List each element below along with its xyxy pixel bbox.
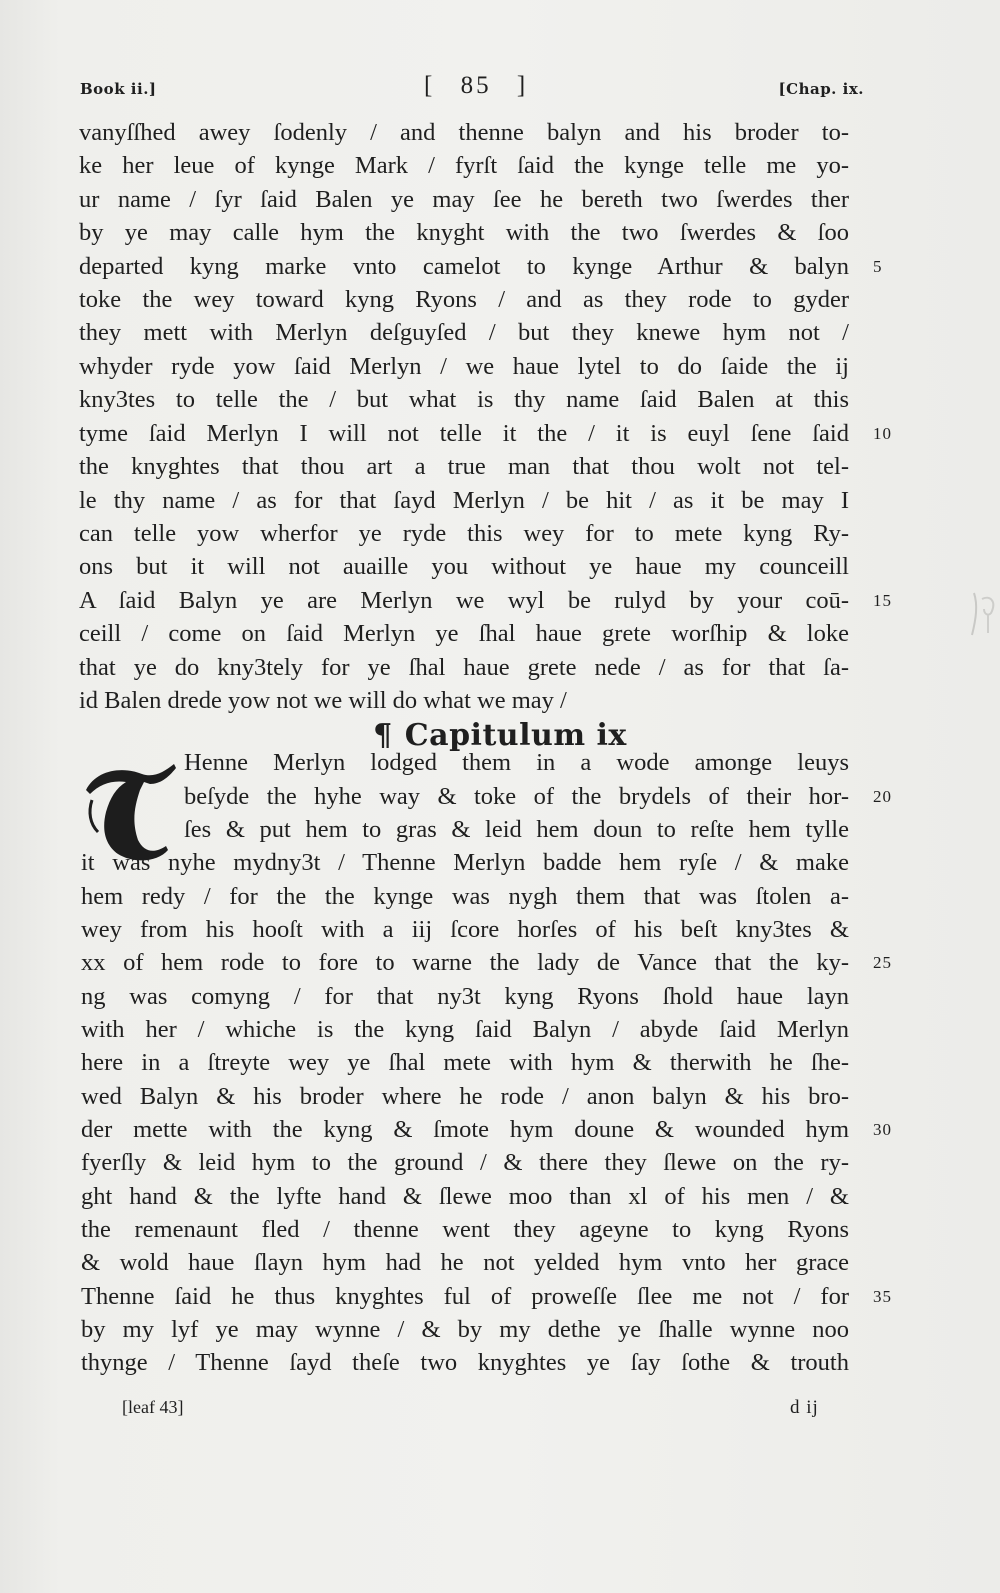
text-line: wed Balyn & his broder where he rode / anon balyn & his bro- — [81, 1083, 849, 1110]
text-line: kny3tes to telle the / but what is thy name ſaid Balen at this — [79, 386, 849, 413]
text-line: Henne Merlyn lodged them in a wode amonge leuys — [184, 749, 849, 776]
leaf-reference: [leaf 43] — [122, 1397, 184, 1417]
page-number: [ 85 ] — [424, 72, 529, 99]
text-line: beſyde the hyhe way & toke of the brydels of their hor- — [184, 783, 849, 810]
text-line: id Balen drede yow not we will do what we may / — [79, 687, 567, 714]
text-line: le thy name / as for that ſayd Merlyn / be hit / as it be may I — [79, 487, 849, 514]
text-line: whyder ryde yow ſaid Merlyn / we haue lytel to do ſaide the ij — [79, 353, 849, 380]
line-number: 35 — [873, 1287, 892, 1306]
text-line: the knyghtes that thou art a true man that thou wolt not tel- — [79, 453, 849, 480]
text-line: with her / whiche is the kyng ſaid Balyn / abyde ſaid Merlyn — [81, 1016, 849, 1043]
text-line: vanyſſhed awey ſodenly / and thenne balyn and his broder to- — [79, 119, 849, 146]
margin-pencil-mark-icon — [968, 585, 1000, 645]
line-number: 10 — [873, 424, 892, 443]
text-line: Thenne ſaid he thus knyghtes ful of proweſſe ſlee me not / for — [81, 1283, 849, 1310]
line-number: 5 — [873, 257, 883, 276]
text-line: they mett with Merlyn deſguyſed / but they knewe hym not / — [79, 319, 849, 346]
text-line: ons but it will not auaille you without ye haue my counceill — [79, 553, 849, 580]
text-line: tyme ſaid Merlyn I will not telle it the / it is euyl ſene ſaid — [79, 420, 849, 447]
text-line: ng was comyng / for that ny3t kyng Ryons ſhold haue layn — [81, 983, 849, 1010]
text-line: departed kyng marke vnto camelot to kynge Arthur & balyn — [79, 253, 849, 280]
line-number: 20 — [873, 787, 892, 806]
text-line: ght hand & the lyfte hand & ſlewe moo than xl of his men / & — [81, 1183, 849, 1210]
header-chapter-number: [Chap. ix. — [778, 80, 864, 98]
text-line: hem redy / for the the kynge was nygh them that was ſtolen a- — [81, 883, 849, 910]
chapter-heading-text: Capitulum ix — [404, 718, 627, 753]
text-line: here in a ſtreyte wey ye ſhal mete with hym & therwith he ſhe- — [81, 1049, 849, 1076]
text-line: ceill / come on ſaid Merlyn ye ſhal haue grete worſhip & loke — [79, 620, 849, 647]
text-line: ke her leue of kynge Mark / fyrſt ſaid the kynge telle me yo- — [79, 152, 849, 179]
line-number: 15 — [873, 591, 892, 610]
running-header — [80, 72, 864, 108]
text-line: thynge / Thenne ſayd theſe two knyghtes ye ſay ſothe & trouth — [81, 1349, 849, 1376]
pilcrow-mark: ¶ — [373, 718, 393, 753]
text-line: ſes & put hem to gras & leid hem doun to reſte hem tylle — [184, 816, 849, 843]
text-line: fyerſly & leid hym to the ground / & there they ſlewe on the ry- — [81, 1149, 849, 1176]
text-line: xx of hem rode to fore to warne the lady de Vance that the ky- — [81, 949, 849, 976]
text-line: ur name / ſyr ſaid Balen ye may ſee he bereth two ſwerdes ther — [79, 186, 849, 213]
text-line: der mette with the kyng & ſmote hym doune & wounded hym — [81, 1116, 849, 1143]
text-line: A ſaid Balyn ye are Merlyn we wyl be rulyd by your coū- — [79, 587, 849, 614]
line-number: 30 — [873, 1120, 892, 1139]
header-book-number: Book ii.] — [80, 80, 157, 98]
text-line: toke the wey toward kyng Ryons / and as they rode to gyder — [79, 286, 849, 313]
text-line: that ye do kny3tely for ye ſhal haue grete nede / as for that ſa- — [79, 654, 849, 681]
text-line: the remenaunt fled / thenne went they ageyne to kyng Ryons — [81, 1216, 849, 1243]
text-line: can telle yow wherfor ye ryde this wey for to mete kyng Ry- — [79, 520, 849, 547]
signature-mark: d ij — [790, 1397, 819, 1418]
text-line: by ye may calle hym the knyght with the two ſwerdes & ſoo — [79, 219, 849, 246]
text-line: by my lyf ye may wynne / & by my dethe ye ſhalle wynne noo — [81, 1316, 849, 1343]
line-number: 25 — [873, 953, 892, 972]
text-line: & wold haue ſlayn hym had he not yelded hym vnto her grace — [81, 1249, 849, 1276]
text-line: it was nyhe mydny3t / Thenne Merlyn badde hem ryſe / & make — [81, 849, 849, 876]
text-line: wey from his hooſt with a iij ſcore horſes of his beſt kny3tes & — [81, 916, 849, 943]
